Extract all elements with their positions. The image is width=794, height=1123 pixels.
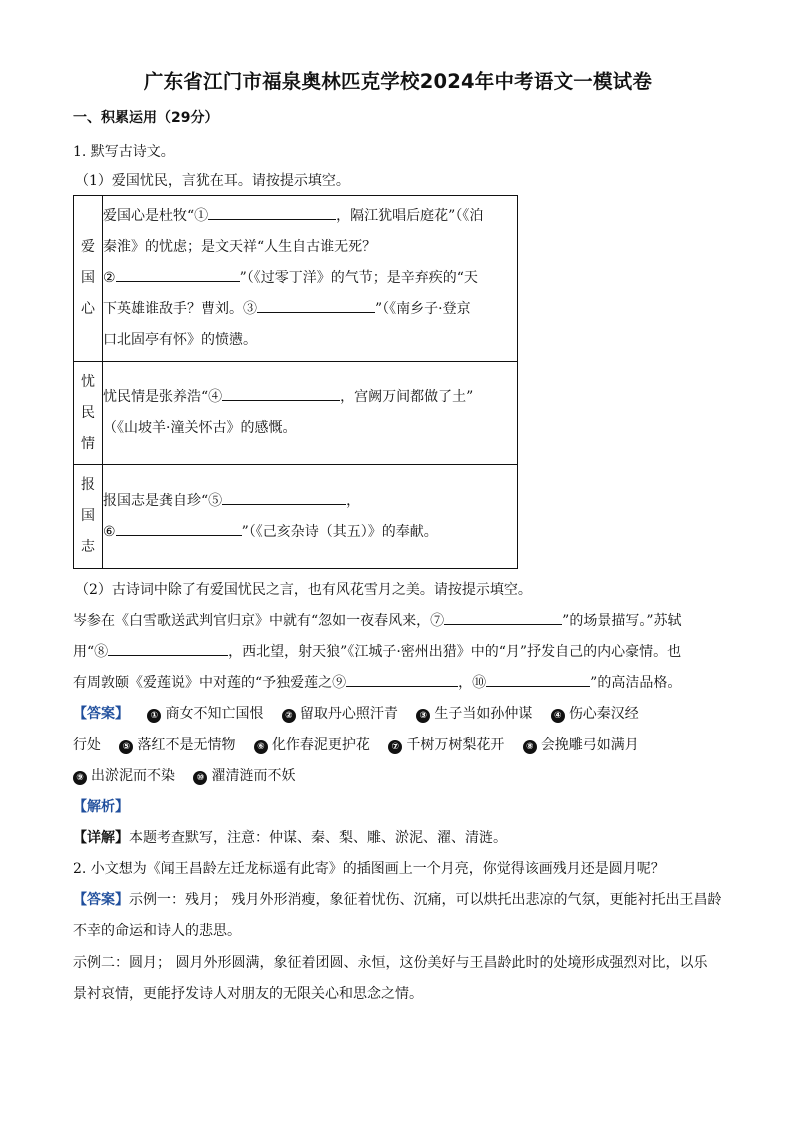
paragraph-line: 用“⑧ ，西北望，射天狼”《江城子·密州出猎》中的“月”抒发自己的内心豪情。也 bbox=[73, 641, 681, 662]
detail-line: 【详解】本题考查默写，注意：仲谋、秦、梨、雕、淤泥、濯、清涟。 bbox=[73, 830, 507, 846]
blank-10[interactable] bbox=[486, 672, 590, 687]
content-cell: 忧民情是张养浩“④ ，宫阙万间都做了土” （《山坡羊·潼关怀古》的感慨。 bbox=[103, 362, 518, 465]
question-1-sub2: （2）古诗词中除了有爱国忧民之言，也有风花雪月之美。请按提示填空。 bbox=[75, 582, 532, 598]
blank-2[interactable] bbox=[116, 267, 240, 282]
poem-table bbox=[73, 195, 518, 569]
paragraph-line: 岑参在《白雪歌送武判官归京》中就有“忽如一夜春风来，⑦ ”的场景描写。”苏轼 bbox=[73, 610, 681, 631]
answer-line: 【答案】 ① 商女不知亡国恨 ② 留取丹心照汗青 ③ 生子当如孙仲谋 ④ 伤心秦汉经 bbox=[73, 706, 639, 722]
analysis-tag: 【解析】 bbox=[73, 799, 129, 815]
content-cell: 爱国心是杜牧“① ，隔江犹唱后庭花”（《泊 秦淮》的忧虑；是文天祥“人生自古谁无死？ ② ”（《过零丁洋》的气节；是辛弃疾的“天 下英雄谁敌手？曹刘。③ ”（《南乡子·登京 口北固亭有怀》的愤懑。 bbox=[103, 196, 518, 362]
answer-tag: 【答案】 bbox=[73, 706, 129, 722]
table-row bbox=[74, 196, 518, 362]
blank-8[interactable] bbox=[108, 641, 228, 656]
blank-6[interactable] bbox=[116, 521, 242, 536]
blank-1[interactable] bbox=[208, 205, 336, 220]
table-row bbox=[74, 465, 518, 569]
blank-7[interactable] bbox=[444, 610, 562, 625]
answer-line: 不幸的命运和诗人的悲思。 bbox=[73, 923, 241, 939]
blank-9[interactable] bbox=[346, 672, 458, 687]
page-title: 广东省江门市福泉奥林匹克学校2024年中考语文一模试卷 bbox=[143, 70, 653, 93]
answer-line: 【答案】示例一：残月； 残月外形消瘦，象征着忧伤、沉痛，可以烘托出悲凉的气氛，更能衬托出王昌龄 bbox=[73, 892, 722, 908]
category-cell: 爱 国 心 bbox=[74, 196, 103, 362]
answer-line: 行处 ⑤ 落红不是无情物 ⑥ 化作春泥更护花 ⑦ 千树万树梨花开 ⑧ 会挽雕弓如满月 bbox=[73, 737, 639, 753]
content-cell: 报国志是龚自珍“⑤ ， ⑥ ”（《己亥杂诗（其五）》的奉献。 bbox=[103, 465, 518, 569]
category-cell: 忧 民 情 bbox=[74, 362, 103, 465]
blank-3[interactable] bbox=[257, 298, 375, 313]
question-1-label: 1. 默写古诗文。 bbox=[73, 144, 175, 160]
blank-5[interactable] bbox=[222, 490, 346, 505]
table-row bbox=[74, 362, 518, 465]
answer-line: ⑨ 出淤泥而不染 ⑩ 濯清涟而不妖 bbox=[73, 766, 295, 786]
answer-line: 示例二：圆月； 圆月外形圆满，象征着团圆、永恒，这份美好与王昌龄此时的处境形成强烈对比，以乐 bbox=[73, 955, 708, 971]
question-1-sub1: （1）爱国忧民，言犹在耳。请按提示填空。 bbox=[75, 173, 350, 189]
category-cell: 报 国 志 bbox=[74, 465, 103, 569]
paragraph-line: 有周敦颐《爱莲说》中对莲的“予独爱莲之⑨ ，⑩ ”的高洁品格。 bbox=[73, 672, 681, 693]
blank-4[interactable] bbox=[222, 386, 340, 401]
question-2-label: 2. 小文想为《闻王昌龄左迁龙标遥有此寄》的插图画上一个月亮，你觉得该画残月还是圆月呢？ bbox=[73, 861, 665, 877]
section-heading: 一、积累运用（29分） bbox=[73, 110, 219, 126]
answer-line: 景衬哀情，更能抒发诗人对朋友的无限关心和思念之情。 bbox=[73, 986, 423, 1002]
